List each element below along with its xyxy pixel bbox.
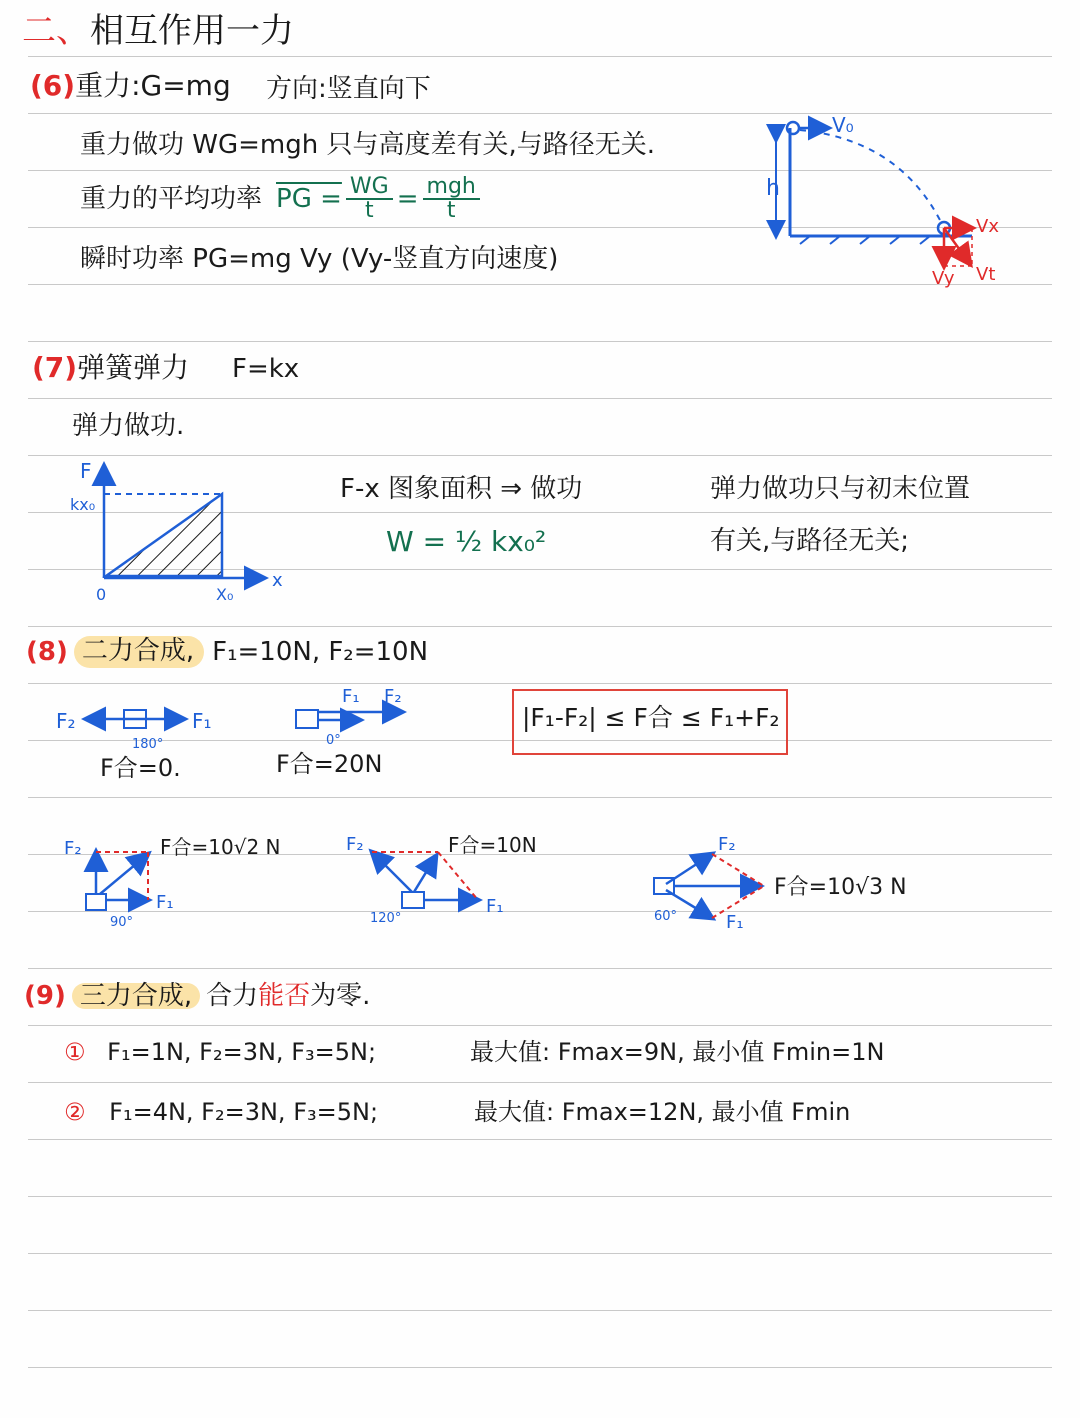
s16-direction: 方向:竖直向下 bbox=[266, 74, 431, 104]
s19-heading bbox=[24, 983, 370, 1009]
s19-title: 三力合成, bbox=[72, 983, 200, 1009]
s17-number: (7) bbox=[32, 351, 78, 384]
s19-number: (9) bbox=[24, 981, 66, 1011]
case1-marker: ① bbox=[64, 1038, 86, 1066]
s16-average-lhs: PG = bbox=[276, 184, 342, 214]
case1-forces: F₁=1N, F₂=3N, F₃=5N; bbox=[107, 1038, 377, 1066]
d1-result: F合=0. bbox=[100, 754, 181, 782]
s16-average-label: 重力的平均功率 bbox=[80, 184, 263, 214]
vx-label: Vx bbox=[976, 216, 999, 237]
block bbox=[402, 892, 424, 908]
origin-label: 0 bbox=[96, 585, 107, 604]
fraction-denominator: t bbox=[446, 198, 456, 223]
s17-note-line2: 有关,与路径无关; bbox=[710, 526, 910, 556]
fraction-denominator: t bbox=[364, 198, 374, 223]
d1-f1-label: F₁ bbox=[192, 709, 212, 733]
case2-marker: ② bbox=[64, 1098, 86, 1126]
s16-number: (6) bbox=[30, 69, 76, 102]
d1-f2-label: F₂ bbox=[56, 709, 76, 733]
s17-formula: F=kx bbox=[232, 354, 300, 384]
s17-area-text: F-x 图象面积 ⇒ 做功 bbox=[340, 474, 583, 504]
s18-title: 二力合成, bbox=[74, 636, 204, 668]
height-label: h bbox=[766, 176, 780, 201]
d5-result: F合=10√3 N bbox=[774, 875, 907, 900]
s17-note-line1: 弹力做功只与初末位置 bbox=[710, 474, 971, 504]
d3-f2-label: F₂ bbox=[64, 838, 82, 859]
case1-row bbox=[64, 1040, 376, 1064]
d3-f1-label: F₁ bbox=[156, 892, 174, 913]
d4-resultant-arrow bbox=[414, 856, 436, 892]
vy-label: Vy bbox=[932, 268, 955, 289]
d4-angle-label: 120° bbox=[370, 911, 402, 926]
d2-f2-label: F₂ bbox=[384, 686, 402, 707]
d5-f2-arrow bbox=[666, 854, 712, 884]
d4-result: F合=10N bbox=[448, 833, 537, 857]
case2-maxmin: 最大值: Fmax=12N, 最小值 Fmin bbox=[474, 1098, 851, 1126]
v0-label: V₀ bbox=[832, 113, 854, 137]
fraction-numerator: WG bbox=[346, 176, 393, 200]
s17-work-title: 弹力做功. bbox=[72, 411, 185, 441]
s19-question-suffix: 为零. bbox=[310, 981, 371, 1011]
d2-result: F合=20N bbox=[276, 750, 383, 778]
block bbox=[296, 710, 318, 728]
vt-label: Vt bbox=[976, 264, 996, 285]
case2-row bbox=[64, 1100, 378, 1124]
case1-maxmin: 最大值: Fmax=9N, 最小值 Fmin=1N bbox=[470, 1038, 885, 1066]
s17-w-formula: W = ½ kx₀² bbox=[386, 525, 547, 558]
d5-dashed-top bbox=[712, 854, 764, 886]
section-marker: 二、 bbox=[22, 11, 90, 51]
d4-f2-label: F₂ bbox=[346, 834, 364, 855]
d2-f1-label: F₁ bbox=[342, 686, 360, 707]
x-axis-label: x bbox=[272, 570, 283, 591]
d3-angle-label: 90° bbox=[110, 915, 134, 930]
s16-title: 重力:G=mg bbox=[75, 69, 231, 102]
x0-label: X₀ bbox=[216, 585, 234, 604]
fraction-numerator: mgh bbox=[423, 176, 480, 200]
d3-result: F合=10√2 N bbox=[160, 835, 281, 859]
equals-sign: = bbox=[396, 184, 419, 214]
d4-f1-label: F₁ bbox=[486, 896, 504, 917]
f-axis-label: F bbox=[80, 459, 92, 483]
s16-instant-power: 瞬时功率 PG=mg Vy (Vy-竖直方向速度) bbox=[80, 244, 559, 274]
d5-angle-label: 60° bbox=[654, 909, 678, 924]
d4-f2-arrow bbox=[372, 852, 412, 892]
case2-forces: F₁=4N, F₂=3N, F₃=5N; bbox=[109, 1098, 379, 1126]
s18-given: F₁=10N, F₂=10N bbox=[212, 637, 429, 667]
s18-number: (8) bbox=[26, 637, 68, 667]
d4-dashed-side bbox=[438, 852, 478, 900]
d3-resultant-arrow bbox=[100, 854, 148, 894]
section-title: 相互作用一力 bbox=[90, 11, 294, 51]
kx0-label: kx₀ bbox=[70, 495, 96, 514]
block bbox=[86, 894, 106, 910]
d5-f1-label: F₁ bbox=[726, 912, 744, 933]
s19-question-highlight: 能否 bbox=[258, 981, 311, 1011]
d1-angle-label: 180° bbox=[132, 737, 164, 752]
s17-title: 弹簧弹力 bbox=[77, 351, 190, 384]
s19-question-prefix: 合力 bbox=[206, 981, 259, 1011]
inequality-text: |F₁-F₂| ≤ F合 ≤ F₁+F₂ bbox=[522, 703, 780, 732]
s16-work: 重力做功 WG=mgh 只与高度差有关,与路径无关. bbox=[80, 130, 656, 160]
d2-angle-label: 0° bbox=[326, 733, 341, 748]
d5-f2-label: F₂ bbox=[718, 834, 736, 855]
